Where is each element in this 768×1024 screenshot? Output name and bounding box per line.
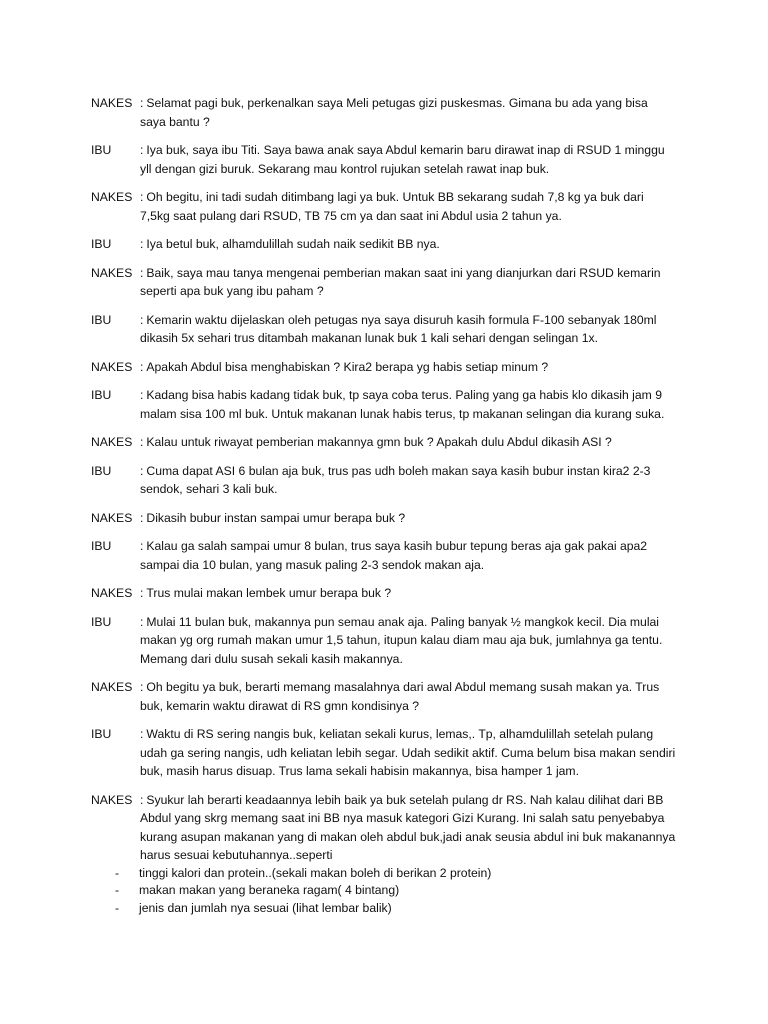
speaker-label: IBU [91, 312, 112, 327]
bullet-dash: - [115, 883, 120, 897]
speaker-label: NAKES [91, 435, 133, 449]
speaker-label: NAKES [91, 96, 133, 110]
speaker-separator: : [140, 510, 144, 525]
bullet-dash: - [115, 865, 120, 880]
utterance-text [140, 791, 676, 865]
utterance-text [140, 264, 676, 301]
utterance-content: Oh begitu, ini tadi sudah ditimbang lagi ya buk. Untuk BB sekarang sudah 7,8 kg ya buk dari 7,5kg saat pulang dari RSUD, TB 75 cm ya dan saat ini Abdul usia 2 tahun ya. [140, 190, 644, 223]
utterance-text [140, 386, 676, 423]
utterance-content: Iya buk, saya ibu Titi. Saya bawa anak saya Abdul kemarin baru dirawat inap di RSUD 1 minggu yll dengan gizi buruk. Sekarang mau kontrol rujukan setelah rawat inap buk. [140, 143, 665, 176]
dialogue-turn [91, 94, 676, 131]
dialogue-turn [91, 358, 676, 377]
utterance-content: Syukur lah berarti keadaannya lebih baik ya buk setelah pulang dr RS. Nah kalau dilihat dari BB Abdul yang skrg memang saat ini BB nya masuk kategori Gizi Kurang. Ini salah satu penyebabya kurang asupan makanan yang di makan oleh abdul buk,jadi anak seusia abdul ini buk makanannya harus sesuai kebutuhannya..seperti [140, 792, 676, 862]
speaker-label: IBU [91, 727, 112, 741]
speaker-label: NAKES [91, 792, 133, 807]
utterance-content: Kalau untuk riwayat pemberian makannya gmn buk ? Apakah dulu Abdul dikasih ASI ? [146, 435, 612, 449]
speaker-label: NAKES [91, 265, 133, 280]
speaker-separator: : [140, 435, 144, 449]
speaker-separator: : [140, 265, 144, 280]
dialogue-turn [91, 537, 676, 574]
speaker-separator: : [140, 143, 144, 157]
dialogue-turn [91, 141, 676, 178]
utterance-content: Kadang bisa habis kadang tidak buk, tp saya coba terus. Paling yang ga habis klo dikasih jam 9 malam sisa 100 ml buk. Untuk makanan lunak habis terus, tp makanan selingan dia kurang suka. [140, 388, 665, 421]
utterance-text [140, 141, 676, 178]
speaker-separator: : [140, 539, 144, 553]
speaker-separator: : [140, 586, 144, 600]
utterance-content: Iya betul buk, alhamdulillah sudah naik sedikit BB nya. [146, 237, 440, 251]
list-item-text: makan makan yang beraneka ragam( 4 bintang) [139, 883, 400, 897]
speaker-label: IBU [91, 388, 112, 402]
speaker-separator: : [140, 237, 144, 251]
utterance-content: Cuma dapat ASI 6 bulan aja buk, trus pas udh boleh makan saya kasih bubur instan kira2 2-3 sendok, sehari 3 kali buk. [140, 463, 651, 496]
list-item-text: jenis dan jumlah nya sesuai (lihat lembar balik) [139, 900, 392, 915]
dialogue-turn [91, 235, 676, 254]
speaker-separator: : [140, 727, 144, 741]
utterance-content: Kalau ga salah sampai umur 8 bulan, trus saya kasih bubur tepung beras aja gak pakai apa2 sampai dia 10 bulan, yang masuk paling 2-3 sendok makan aja. [140, 539, 648, 572]
utterance-text [140, 678, 676, 715]
utterance-content: Baik, saya mau tanya mengenai pemberian makan saat ini yang dianjurkan dari RSUD kemarin seperti apa buk yang ibu paham ? [140, 265, 661, 298]
speaker-label: IBU [91, 539, 112, 553]
utterance-text [140, 584, 676, 603]
speaker-label: NAKES [91, 586, 133, 600]
dialogue-turn [91, 584, 676, 603]
list-item [115, 865, 676, 883]
dialogue-turn [91, 386, 676, 423]
dialogue-turn [91, 678, 676, 715]
dialogue-turn [91, 462, 676, 499]
speaker-separator: : [140, 680, 144, 694]
utterance-content: Waktu di RS sering nangis buk, keliatan sekali kurus, lemas,. Tp, alhamdulillah setelah pulang udah ga sering nangis, udh keliatan lebih segar. Udah sedikit aktif. Cuma belum bisa makan sendiri buk, masih harus disuap. Trus lama sekali habisin makannya, bisa hamper 1 jam. [140, 727, 676, 778]
speaker-label: NAKES [91, 680, 133, 694]
dialogue-turn [91, 264, 676, 301]
speaker-separator: : [140, 388, 144, 402]
dialogue-turn [91, 433, 676, 452]
utterance-content: Apakah Abdul bisa menghabiskan ? Kira2 berapa yg habis setiap minum ? [146, 359, 549, 374]
speaker-separator: : [140, 359, 144, 374]
dialogue-turn [91, 725, 676, 781]
dialogue-turn [91, 613, 676, 669]
speaker-label: IBU [91, 143, 112, 157]
utterance-text [140, 358, 676, 377]
utterance-text [140, 94, 676, 131]
utterance-text [140, 235, 676, 254]
dialogue-transcript [91, 94, 676, 865]
utterance-text [140, 433, 676, 452]
dialogue-turn [91, 509, 676, 528]
speaker-label: NAKES [91, 190, 133, 204]
speaker-label: IBU [91, 614, 112, 629]
utterance-text [140, 311, 676, 348]
utterance-text [140, 725, 676, 781]
speaker-separator: : [140, 614, 144, 629]
speaker-separator: : [140, 463, 144, 478]
dialogue-turn [91, 791, 676, 865]
utterance-content: Oh begitu ya buk, berarti memang masalahnya dari awal Abdul memang susah makan ya. Trus buk, kemarin waktu dirawat di RS gmn kondisinya ? [140, 680, 660, 713]
utterance-text [140, 188, 676, 225]
speaker-label: NAKES [91, 359, 133, 374]
bullet-dash: - [115, 900, 120, 915]
speaker-separator: : [140, 792, 144, 807]
recommendation-list [91, 865, 676, 918]
utterance-content: Dikasih bubur instan sampai umur berapa buk ? [146, 510, 406, 525]
speaker-label: IBU [91, 463, 112, 478]
utterance-text [140, 509, 676, 528]
dialogue-turn [91, 188, 676, 225]
dialogue-turn [91, 311, 676, 348]
list-item [115, 882, 676, 900]
utterance-content: Trus mulai makan lembek umur berapa buk ? [146, 586, 392, 600]
speaker-separator: : [140, 190, 144, 204]
speaker-label: IBU [91, 237, 112, 251]
utterance-text [140, 537, 676, 574]
utterance-content: Selamat pagi buk, perkenalkan saya Meli petugas gizi puskesmas. Gimana bu ada yang bisa saya bantu ? [140, 96, 648, 129]
list-item-text: tinggi kalori dan protein..(sekali makan boleh di berikan 2 protein) [139, 865, 492, 880]
list-item [115, 900, 676, 918]
speaker-label: NAKES [91, 510, 133, 525]
utterance-text [140, 613, 676, 669]
utterance-text [140, 462, 676, 499]
speaker-separator: : [140, 312, 144, 327]
utterance-content: Kemarin waktu dijelaskan oleh petugas nya saya disuruh kasih formula F-100 sebanyak 180ml dikasih 5x sehari trus ditambah makanan lunak buk 1 kali sehari dengan selingan 1x. [140, 312, 657, 345]
speaker-separator: : [140, 96, 144, 110]
utterance-content: Mulai 11 bulan buk, makannya pun semau anak aja. Paling banyak ½ mangkok kecil. Dia mulai makan yg org rumah makan umur 1,5 tahun, itupun kalau diam mau aja buk, jumlahnya ga tentu. Memang dari dulu susah sekali kasih makannya. [140, 614, 663, 666]
